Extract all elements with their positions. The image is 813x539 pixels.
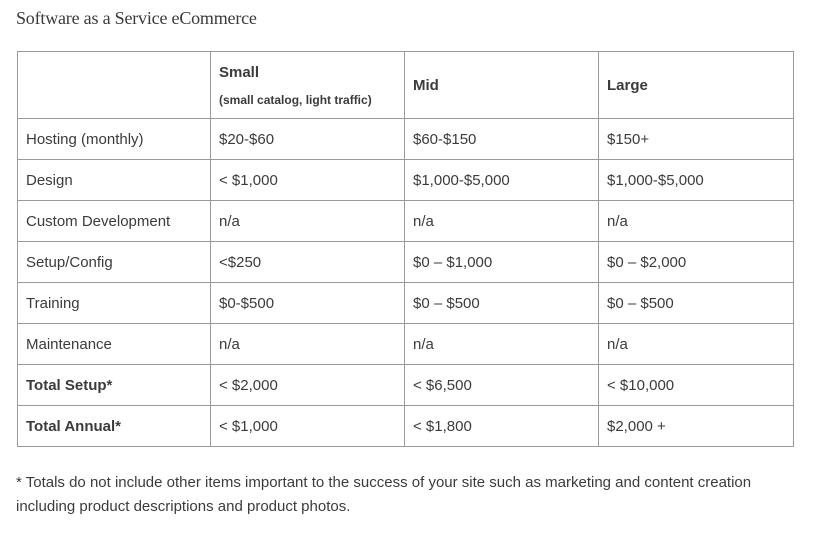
cell-small: < $2,000 [211,365,405,406]
cell-mid: n/a [405,201,599,242]
page-title: Software as a Service eCommerce [16,8,257,28]
table-row-hosting [18,119,794,160]
cell-small: <$250 [211,242,405,283]
header-label: Large [607,76,648,94]
cell-small: $20-$60 [211,119,405,160]
table-row-training [18,283,794,324]
header-cell-large [599,52,794,119]
table-row-total-setup [18,365,794,406]
header-sublabel: (small catalog, light traffic) [219,92,372,107]
header-cell-empty [18,52,211,119]
cell-large: $2,000 + [599,406,794,447]
header-label: Mid [413,76,439,94]
cell-large: n/a [599,324,794,365]
table-row-total-annual [18,406,794,447]
cell-mid: $0 – $1,000 [405,242,599,283]
row-label: Maintenance [18,324,211,365]
header-cell-mid [405,52,599,119]
cell-small: n/a [211,324,405,365]
header-label: Small [219,63,260,81]
cell-mid: < $1,800 [405,406,599,447]
table-row-setup-config [18,242,794,283]
table-row-maintenance [18,324,794,365]
cell-small: n/a [211,201,405,242]
cell-large: n/a [599,201,794,242]
row-label: Setup/Config [18,242,211,283]
row-label: Total Setup* [18,365,211,406]
cell-mid: $0 – $500 [405,283,599,324]
cell-small: < $1,000 [211,406,405,447]
cell-large: $0 – $2,000 [599,242,794,283]
cell-small: $0-$500 [211,283,405,324]
cell-mid: $1,000-$5,000 [405,160,599,201]
table-header-row [18,52,794,119]
cell-large: $0 – $500 [599,283,794,324]
row-label: Training [18,283,211,324]
footnote: * Totals do not include other items important to the success of your site such as marketing and content creation including product descriptions and product photos. [16,474,752,515]
cell-small: < $1,000 [211,160,405,201]
cell-large: $1,000-$5,000 [599,160,794,201]
pricing-table [17,51,794,447]
row-label: Total Annual* [18,406,211,447]
header-cell-small [211,52,405,119]
row-label: Custom Development [18,201,211,242]
cell-large: $150+ [599,119,794,160]
table-row-design [18,160,794,201]
cell-mid: < $6,500 [405,365,599,406]
cell-mid: n/a [405,324,599,365]
row-label: Design [18,160,211,201]
cell-large: < $10,000 [599,365,794,406]
row-label: Hosting (monthly) [18,119,211,160]
table-row-custom-development [18,201,794,242]
cell-mid: $60-$150 [405,119,599,160]
